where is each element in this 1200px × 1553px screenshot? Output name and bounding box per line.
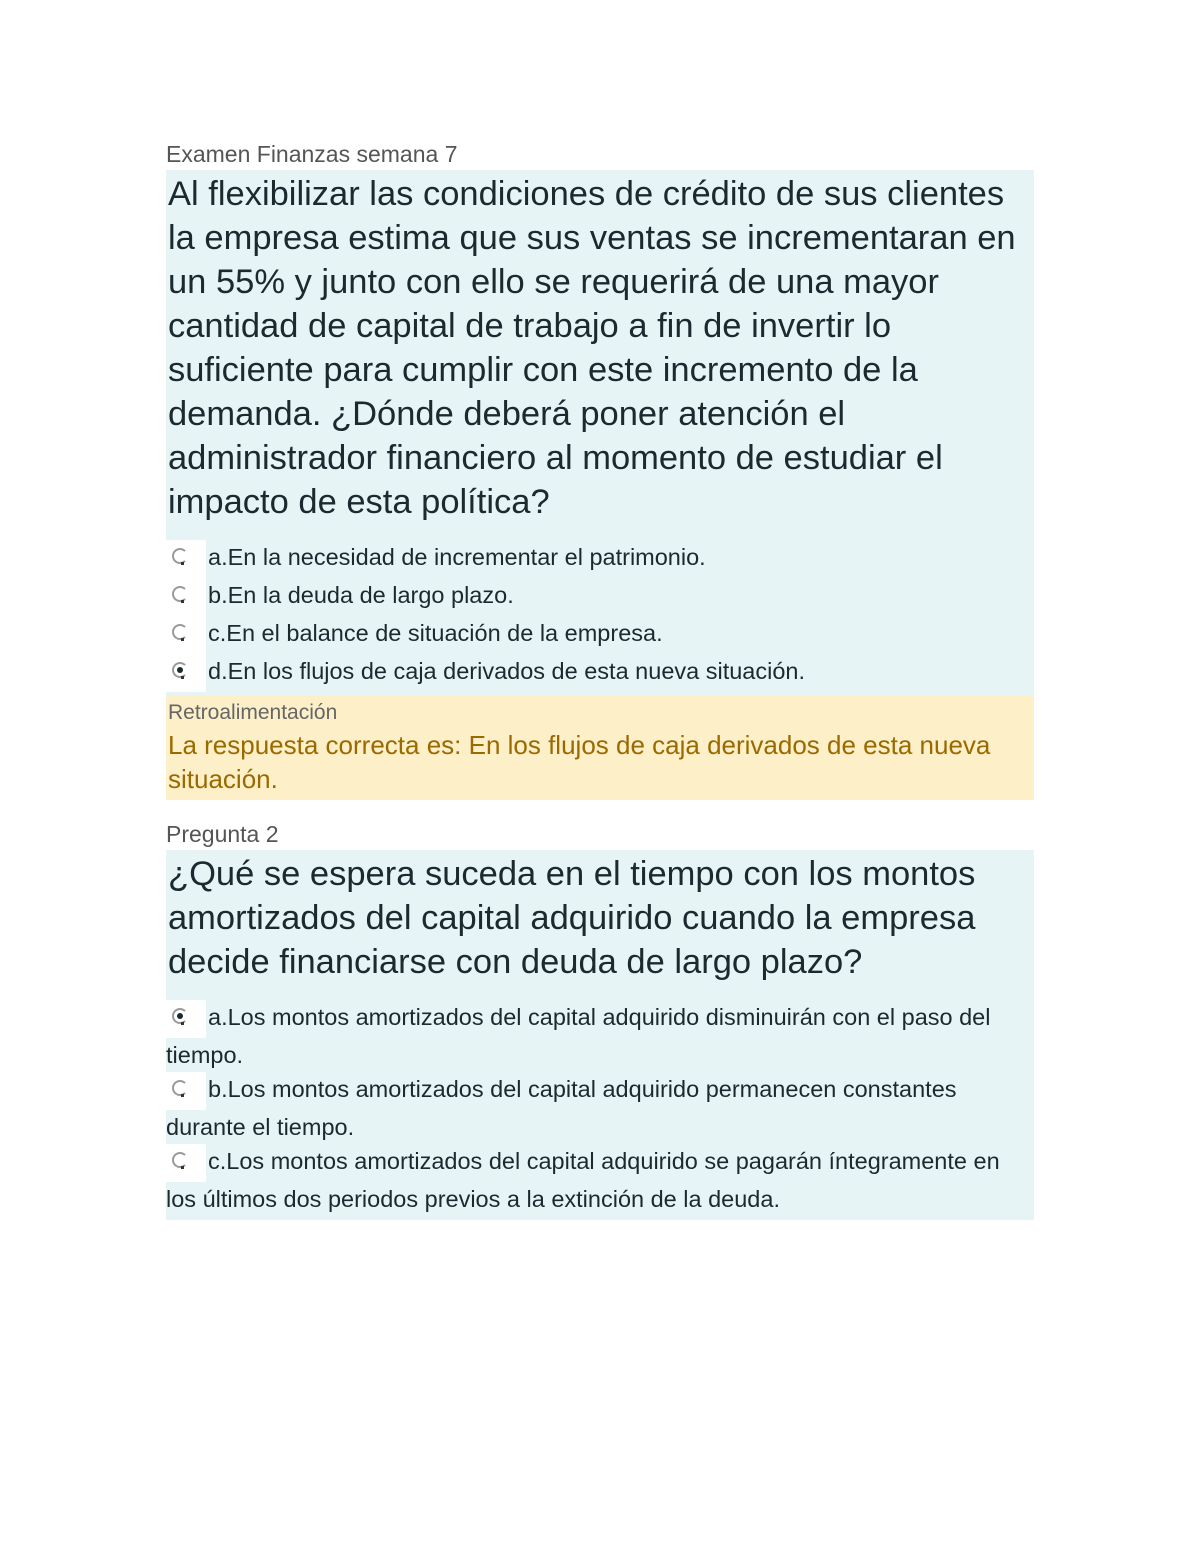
radio-button-c[interactable] xyxy=(166,616,206,654)
answer-label: a.En la necesidad de incrementar el patrimonio. xyxy=(208,544,706,570)
feedback-label: Retroalimentación xyxy=(168,701,338,724)
answer-option-a[interactable] xyxy=(166,1000,1034,1072)
radio-shadow-icon xyxy=(181,1022,184,1025)
answer-option-b[interactable] xyxy=(166,1072,1034,1144)
answer-label: c.En el balance de situación de la empresa. xyxy=(208,620,663,646)
answer-option-d[interactable] xyxy=(166,654,1034,692)
question-1 xyxy=(166,170,1034,696)
radio-button-b[interactable] xyxy=(166,578,206,616)
answer-label: b.Los montos amortizados del capital adquirido permanecen constantes durante el tiempo. xyxy=(166,1076,957,1140)
radio-shadow-icon xyxy=(181,562,184,565)
answer-option-a[interactable] xyxy=(166,540,1034,578)
feedback-panel xyxy=(166,696,1034,800)
radio-shadow-icon xyxy=(181,676,184,679)
answer-label: d.En los flujos de caja derivados de esta nueva situación. xyxy=(208,658,806,684)
document-title: Examen Finanzas semana 7 xyxy=(166,141,458,167)
radio-selected-icon xyxy=(172,662,188,678)
question-2 xyxy=(166,850,1034,1220)
radio-button-a[interactable] xyxy=(166,1000,206,1038)
radio-selected-icon xyxy=(172,1008,188,1024)
radio-button-d[interactable] xyxy=(166,654,206,692)
radio-shadow-icon xyxy=(181,1094,184,1097)
answer-option-b[interactable] xyxy=(166,578,1034,616)
answer-option-c[interactable] xyxy=(166,616,1034,654)
radio-shadow-icon xyxy=(181,638,184,641)
answer-label: c.Los montos amortizados del capital adquirido se pagarán íntegramente en los últimos dos periodos previos a la extinción de la deuda. xyxy=(166,1148,1000,1212)
question-1-text: Al flexibilizar las condiciones de crédito de sus clientes la empresa estima que sus ventas se incrementaran en un 55% y junto con ello se requerirá de una mayor cantidad de capital de trabajo a fin de invertir lo suficiente para cumplir con este incremento de la demanda. ¿Dónde deberá poner atención el administrador financiero al momento de estudiar el impacto de esta política? xyxy=(168,175,1016,521)
question-2-heading: Pregunta 2 xyxy=(166,821,279,847)
quiz-page xyxy=(166,138,1034,1220)
feedback-text: La respuesta correcta es: En los flujos de caja derivados de esta nueva situación. xyxy=(168,730,991,794)
radio-shadow-icon xyxy=(181,600,184,603)
radio-unselected-icon xyxy=(172,1152,188,1168)
radio-unselected-icon xyxy=(172,624,188,640)
radio-button-a[interactable] xyxy=(166,540,206,578)
answer-option-c[interactable] xyxy=(166,1144,1034,1216)
question-2-answers xyxy=(166,986,1034,1220)
answer-label: b.En la deuda de largo plazo. xyxy=(208,582,514,608)
question-1-answers xyxy=(166,526,1034,696)
radio-button-c[interactable] xyxy=(166,1144,206,1182)
radio-unselected-icon xyxy=(172,548,188,564)
answer-label: a.Los montos amortizados del capital adquirido disminuirán con el paso del tiempo. xyxy=(166,1004,991,1068)
radio-shadow-icon xyxy=(181,1166,184,1169)
radio-unselected-icon xyxy=(172,586,188,602)
radio-button-b[interactable] xyxy=(166,1072,206,1110)
question-2-text: ¿Qué se espera suceda en el tiempo con los montos amortizados del capital adquirido cuando la empresa decide financiarse con deuda de largo plazo? xyxy=(168,855,976,981)
radio-unselected-icon xyxy=(172,1080,188,1096)
